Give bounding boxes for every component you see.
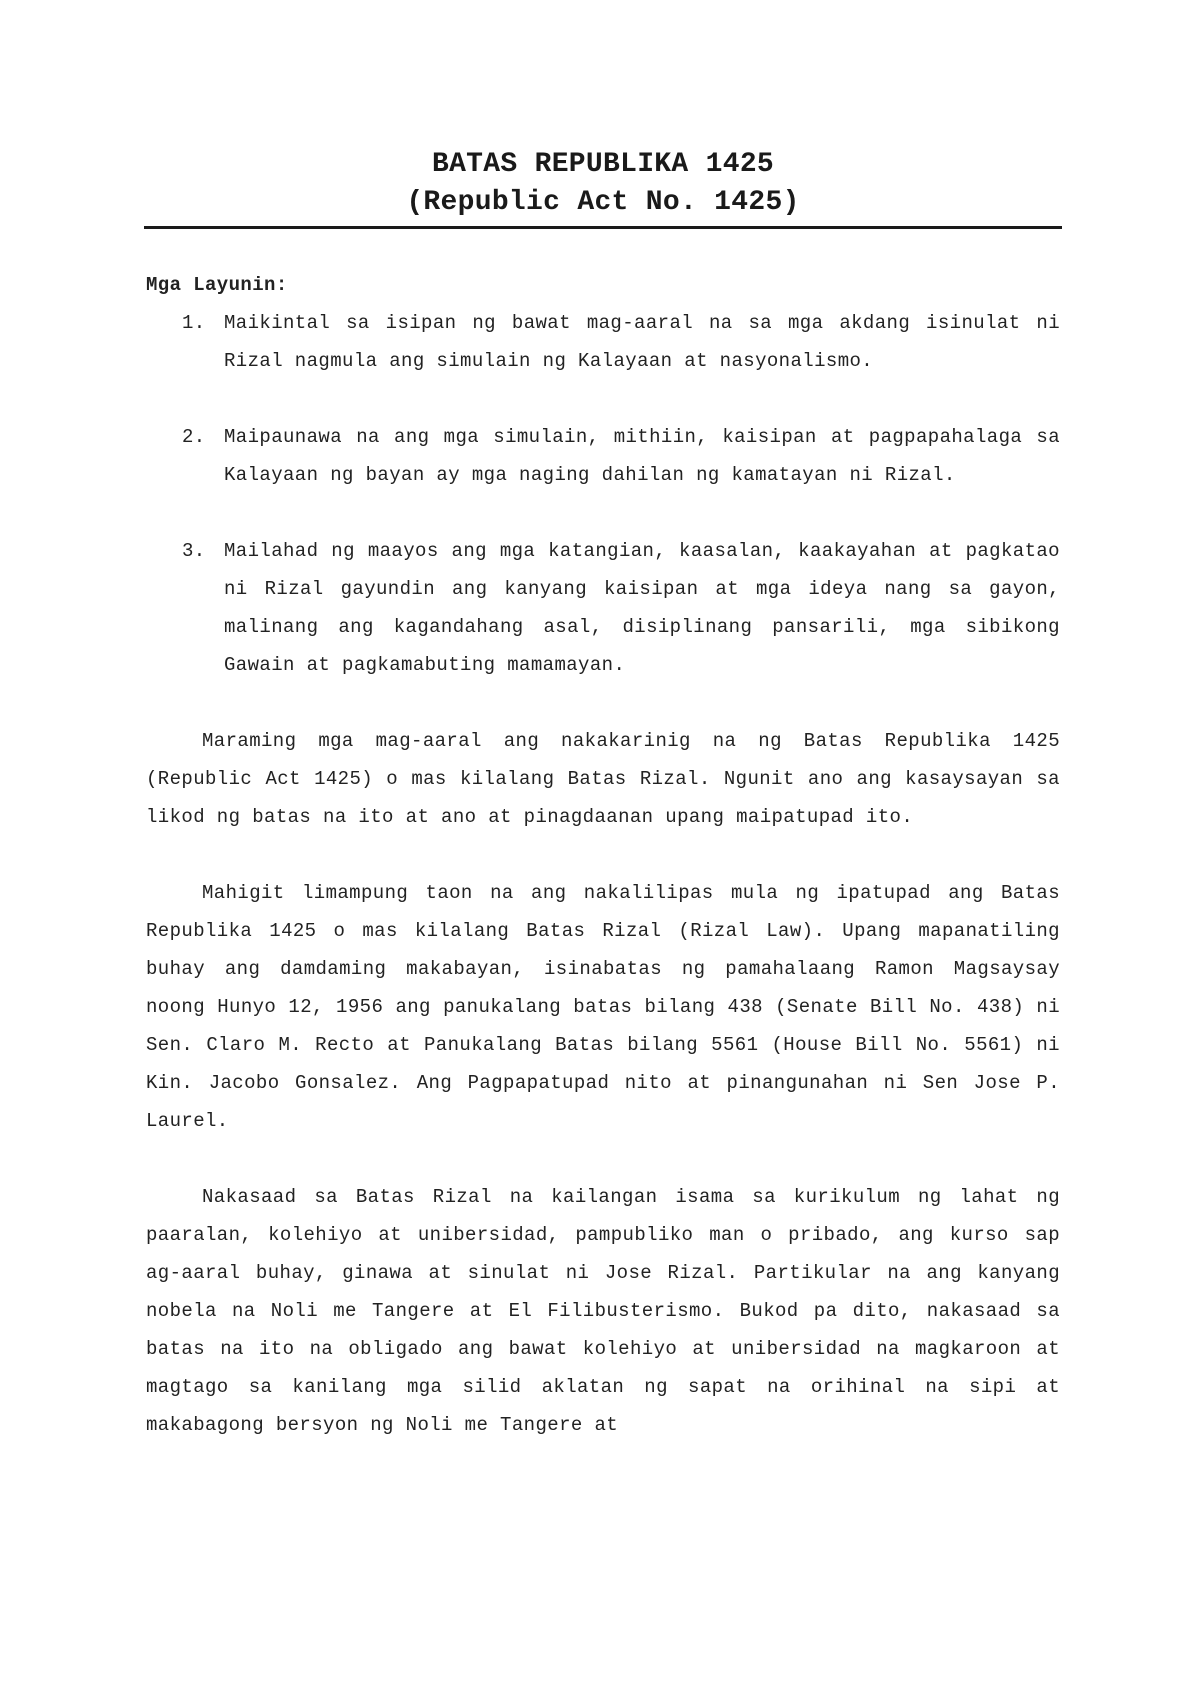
list-item-number: 3.	[182, 540, 206, 562]
list-item	[146, 532, 1060, 684]
objectives-heading: Mga Layunin:	[146, 274, 288, 296]
list-item	[146, 304, 1060, 380]
paragraph: Maraming mga mag-aaral ang nakakarinig na ng Batas Republika 1425 (Republic Act 1425) o mas kilalang Batas Rizal. Ngunit ano ang kasaysayan sa likod ng batas na ito at ano at pinagdaanan upang maipatupad ito.	[146, 730, 1060, 828]
document-body	[146, 266, 1060, 1482]
title-block	[144, 146, 1062, 222]
objectives-list	[146, 304, 1060, 684]
list-item-text: Maipaunawa na ang mga simulain, mithiin, kaisipan at pagpapahalaga sa Kalayaan ng bayan ay mga naging dahilan ng kamatayan ni Rizal.	[224, 426, 1060, 486]
document-subtitle: (Republic Act No. 1425)	[406, 187, 800, 218]
list-item	[146, 418, 1060, 494]
paragraph: Mahigit limampung taon na ang nakalilipas mula ng ipatupad ang Batas Republika 1425 o mas kilalang Batas Rizal (Rizal Law). Upang mapanatiling buhay ang damdaming makabayan, isinabatas ng pamahalaang Ramon Magsaysay noong Hunyo 12, 1956 ang panukalang batas bilang 438 (Senate Bill No. 438) ni Sen. Claro M. Recto at Panukalang Batas bilang 5561 (House Bill No. 5561) ni Kin. Jacobo Gonsalez. Ang Pagpapatupad nito at pinangunahan ni Sen Jose P. Laurel.	[146, 882, 1060, 1132]
paragraph: Nakasaad sa Batas Rizal na kailangan isama sa kurikulum ng lahat ng paaralan, kolehiyo at unibersidad, pampubliko man o pribado, ang kurso sap ag-aaral buhay, ginawa at sinulat ni Jose Rizal. Partikular na ang kanyang nobela na Noli me Tangere at El Filibusterismo. Bukod pa dito, nakasaad sa batas na ito na obligado ang bawat kolehiyo at unibersidad na magkaroon at magtago sa kanilang mga silid aklatan ng sapat na orihinal na sipi at makabagong bersyon ng Noli me Tangere at	[146, 1186, 1060, 1436]
list-item-text: Maikintal sa isipan ng bawat mag-aaral na sa mga akdang isinulat ni Rizal nagmula ang simulain ng Kalayaan at nasyonalismo.	[224, 312, 1060, 372]
title-underline	[144, 226, 1062, 229]
list-item-number: 1.	[182, 312, 206, 334]
list-item-text: Mailahad ng maayos ang mga katangian, kaasalan, kaakayahan at pagkatao ni Rizal gayundin ang kanyang kaisipan at mga ideya nang sa gayon, malinang ang kagandahang asal, disiplinang pansarili, mga sibikong Gawain at pagkamabuting mamamayan.	[224, 540, 1060, 676]
list-item-number: 2.	[182, 426, 206, 448]
document-title: BATAS REPUBLIKA 1425	[431, 149, 775, 180]
